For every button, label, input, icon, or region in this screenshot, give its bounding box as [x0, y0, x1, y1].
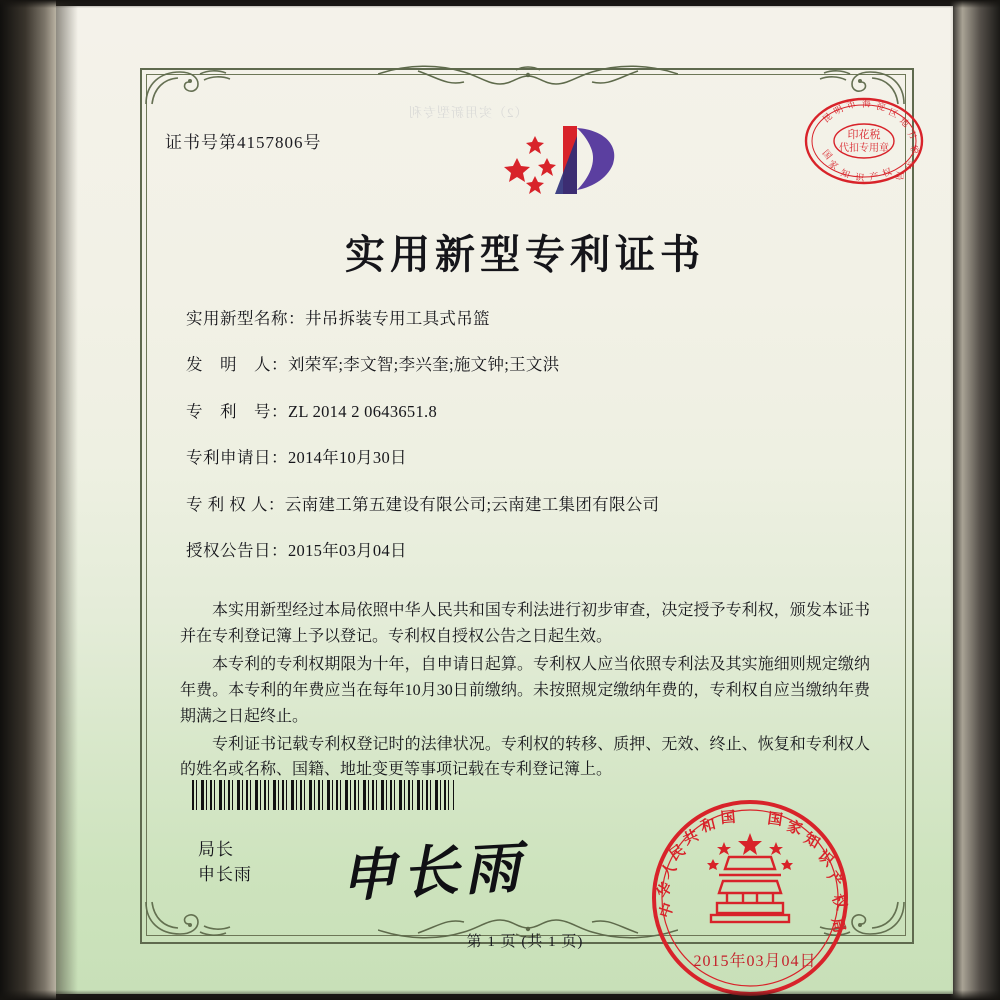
svg-text:淀: 淀: [875, 101, 887, 113]
field-value: 2014年10月30日: [288, 448, 407, 468]
book-binding-shadow: [0, 0, 56, 1000]
svg-text:区: 区: [887, 106, 900, 120]
svg-text:家: 家: [784, 818, 804, 839]
field-row: [186, 308, 886, 329]
field-row: [186, 447, 886, 468]
svg-text:明: 明: [832, 103, 845, 117]
page-title: 实用新型专利证书: [345, 232, 705, 277]
svg-text:中: 中: [657, 901, 678, 921]
svg-text:国: 国: [766, 811, 784, 830]
right-edge-shadow: [950, 0, 1000, 1000]
signature-label-line2: 申长雨: [198, 864, 252, 884]
handwritten-signature: 申长雨: [338, 837, 528, 909]
svg-text:识: 识: [814, 848, 837, 871]
svg-text:家: 家: [826, 158, 840, 172]
tax-stamp-seal: [800, 93, 928, 189]
fields-list: [186, 308, 886, 587]
seal-date: 2015年03月04日: [693, 953, 817, 970]
svg-text:人: 人: [658, 859, 681, 882]
certificate-barcode: [192, 780, 454, 810]
svg-text:地: 地: [897, 115, 912, 130]
svg-text:局: 局: [894, 170, 905, 181]
field-label: 专 利 号：: [186, 401, 288, 421]
paragraph: 本专利的专利权期限为十年，自申请日起算。专利权人应当依照专利法及其实施细则规定缴纳年费。本专利的年费应当在每年10月30日前缴纳。未按照规定缴纳年费的，专利权自应当缴纳年费期满之日起终止。: [180, 655, 870, 725]
certificate-content: [140, 68, 921, 970]
svg-text:民: 民: [666, 842, 689, 865]
field-label: 专 利 权 人：: [186, 494, 285, 514]
field-value: 刘荣军;李文智;李兴奎;施文钟;王文洪: [288, 355, 560, 375]
svg-text:海: 海: [861, 98, 872, 109]
field-value: 井吊拆装专用工具式吊篮: [305, 309, 490, 328]
certificate-page: [48, 6, 953, 994]
field-row: [186, 540, 886, 561]
svg-text:权: 权: [828, 892, 850, 913]
svg-text:局: 局: [828, 916, 847, 935]
field-value: 云南建工第五建设有限公司;云南建工集团有限公司: [284, 494, 660, 514]
svg-text:知: 知: [839, 167, 852, 180]
field-label: 授权公告日：: [186, 541, 288, 561]
bottom-edge-shadow: [0, 990, 1000, 1000]
legal-text-block: [180, 598, 870, 785]
page-footer: 第 1 页 (共 1 页): [466, 934, 584, 950]
field-row: [186, 401, 886, 422]
field-row: [186, 494, 886, 515]
field-row: [186, 354, 886, 375]
svg-text:华: 华: [654, 879, 676, 901]
book-binding-gradient: [56, 0, 78, 1000]
svg-text:印花税: 印花税: [847, 129, 881, 141]
paragraph: 本实用新型经过本局依照中华人民共和国专利法进行初步审查，决定授予专利权，颁发本证书并在专利登记簿上予以登记。专利权自授权公告之日起生效。: [180, 602, 870, 645]
svg-text:产: 产: [823, 868, 846, 891]
svg-text:昆: 昆: [820, 111, 835, 125]
svg-text:共: 共: [680, 827, 702, 849]
svg-text:代扣专用章: 代扣专用章: [839, 143, 889, 154]
certificate-number: 证书号第4157806号: [165, 133, 322, 152]
svg-text:和: 和: [699, 816, 718, 836]
svg-text:知: 知: [801, 830, 823, 852]
field-label: 发 明 人：: [186, 355, 288, 375]
field-label: 实用新型名称：: [186, 309, 305, 328]
field-value: 2015年03月04日: [288, 541, 407, 561]
signature-label: [198, 838, 252, 887]
patent-office-logo-icon: [495, 116, 625, 201]
svg-text:务: 务: [904, 159, 916, 171]
svg-text:权: 权: [881, 166, 894, 179]
svg-text:产: 产: [868, 170, 880, 182]
field-label: 专利申请日：: [186, 448, 288, 468]
ghost-bleed-text: （2）实用新型专利: [408, 105, 528, 120]
svg-text:税: 税: [908, 143, 921, 157]
top-edge-shadow: [0, 0, 1000, 8]
svg-text:市: 市: [845, 98, 858, 111]
svg-text:国: 国: [719, 809, 737, 827]
svg-text:国: 国: [820, 147, 834, 162]
field-value: ZL 2014 2 0643651.8: [288, 401, 437, 421]
signature-label-line1: 局长: [198, 840, 234, 859]
svg-text:识: 识: [854, 172, 865, 183]
svg-text:方: 方: [905, 128, 919, 142]
paragraph: 专利证书记载专利权登记时的法律状况。专利权的转移、质押、无效、终止、恢复和专利权人的姓名或名称、国籍、地址变更等事项记载在专利登记簿上。: [180, 735, 870, 779]
